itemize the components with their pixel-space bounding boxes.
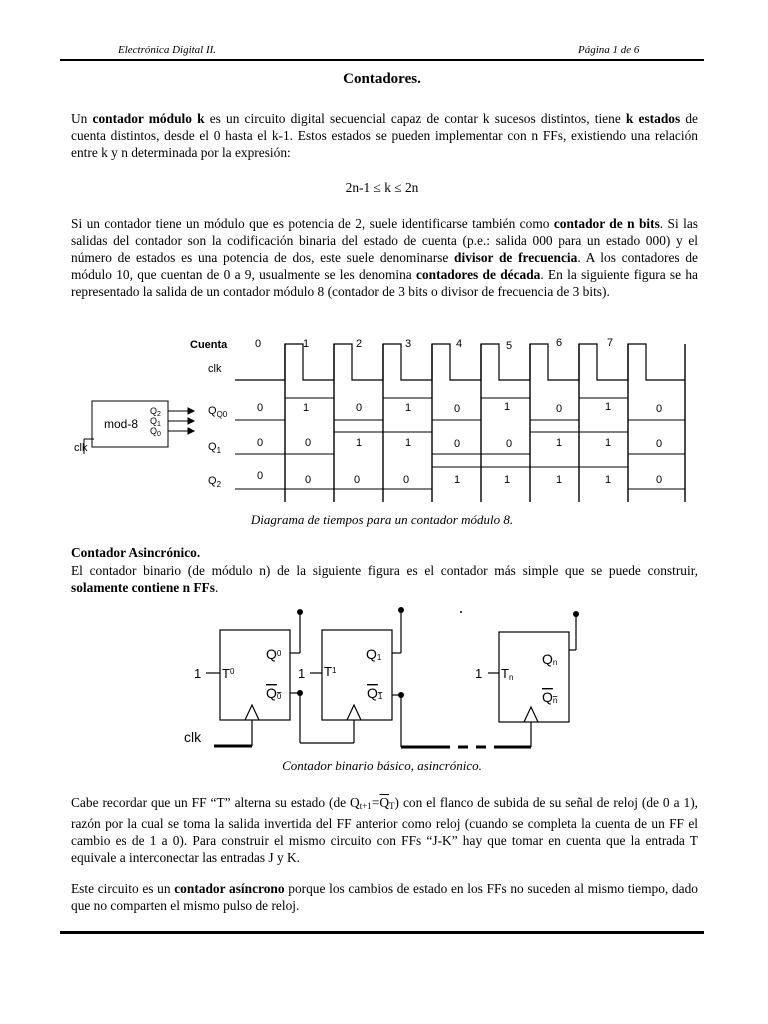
q0-values	[257, 401, 662, 415]
block-output-q0: $Q_2$	[150, 406, 161, 418]
section-heading: Contador Asincrónico.	[71, 545, 201, 560]
paragraph-async	[71, 562, 698, 596]
block-output-q2: $Q_0$	[150, 426, 161, 438]
count-label: 4	[456, 338, 463, 350]
text: ) con el flanco de subida de su señal de reloj (de 0 a 1), razón por la cual se toma la salida invertida del FF anterior como reloj (cuando se completa la cuenta de un FF el cambio es de 1 a 0). Para construir el mismo circuito con FFs “J-K” hay que tomar en cuenta que la entrada T equivale a interconectar las entradas J y K.	[71, 795, 698, 865]
text: Si un contador tiene un módulo que es potencia de 2, suele identificarse también como	[71, 216, 554, 231]
value-cell: 0	[356, 402, 363, 414]
q0-label: $Q_{Q0}$	[208, 405, 228, 419]
text: Un	[71, 111, 93, 126]
clk-input-label: clk	[184, 729, 202, 745]
q1-label: $Q_1$	[208, 441, 222, 455]
cuenta-label: Cuenta	[190, 339, 228, 351]
value-cell: 0	[454, 438, 461, 450]
count-label: 3	[405, 338, 412, 350]
input-one-0: 1	[194, 666, 202, 681]
count-label: 7	[607, 337, 614, 349]
value-cell: 1	[556, 474, 563, 486]
paragraph-async-explain	[71, 880, 698, 914]
value-cell: 1	[605, 474, 612, 486]
header-left: Electrónica Digital II.	[118, 44, 217, 56]
value-cell: 0	[403, 474, 410, 486]
bold-term: contadores de década	[416, 267, 541, 282]
subscript: T	[389, 801, 395, 811]
value-cell: 1	[454, 474, 461, 486]
text: . Si las salidas del contador son la codificación binaria del estado de cuenta (p.e.: salida 000 para un estado 000) y el número de estados es una potencia de dos, este suele denominarse	[71, 216, 698, 265]
timing-gridlines	[285, 344, 685, 502]
value-cell: 1	[605, 401, 612, 413]
input-one-n: 1	[475, 666, 483, 681]
header-right: Página 1 de 6	[578, 44, 640, 56]
value-cell: 1	[605, 437, 612, 449]
q1-bar-output: Q1	[367, 685, 383, 701]
text: porque los cambios de estado en los FFs no suceden al mismo tiempo, dado que no comparten el mismo pulso de reloj.	[71, 881, 698, 913]
input-one-1: 1	[298, 666, 306, 681]
q0-bar-output: Q0	[266, 685, 282, 701]
bold-term: contador módulo k	[92, 111, 205, 126]
value-cell: 1	[356, 437, 363, 449]
page-title: Contadores.	[343, 71, 421, 87]
caption-timing: Diagrama de tiempos para un contador módulo 8.	[250, 512, 514, 527]
value-cell: 0	[257, 402, 264, 414]
q2-label: $Q_2$	[208, 475, 222, 489]
value-cell: 0	[257, 470, 264, 482]
value-cell: 0	[354, 474, 361, 486]
flipflop-1	[322, 630, 392, 720]
bold-term: divisor de frecuencia	[454, 250, 578, 265]
count-label: 0	[255, 338, 262, 350]
value-cell: 0	[305, 474, 312, 486]
tn-label: Tn	[501, 666, 514, 682]
block-clk-label: clk	[74, 442, 88, 454]
q1-values	[257, 437, 662, 450]
count-label: 2	[356, 338, 363, 350]
text: Cabe recordar que un FF “T” alterna su estado (de Q	[71, 795, 360, 810]
formula: 2n-1 ≤ k ≤ 2n	[345, 180, 419, 195]
value-cell: 1	[504, 474, 511, 486]
text: de cuenta distintos, desde el 0 hasta el k-1. Estos estados se pueden implementar con n FFs, existiendo una relación entre k y n determinada por la expresión:	[71, 111, 698, 160]
bold-term: solamente contiene n FFs	[71, 580, 215, 595]
paragraph-intro	[71, 110, 698, 161]
value-cell: 1	[405, 437, 412, 449]
text: es un circuito digital secuencial capaz de contar k sucesos distintos, tiene	[204, 111, 626, 126]
timing-diagram	[60, 330, 720, 510]
value-cell: 1	[303, 402, 310, 414]
text: .	[214, 580, 219, 595]
text: . En la siguiente figura se ha representado la salida de un contador módulo 8 (contador de 3 bits o divisor de frecuencia de 3 bits).	[71, 267, 698, 299]
text: El contador binario (de módulo n) de la siguiente figura es el contador más simple que se puede construir,	[71, 563, 698, 578]
count-label: 5	[506, 340, 513, 352]
q2-values	[257, 470, 662, 486]
value-cell: 0	[454, 403, 461, 415]
value-cell: 0	[506, 438, 513, 450]
value-cell: 1	[504, 401, 511, 413]
value-cell: 0	[656, 438, 663, 450]
t1-label: $T^1$	[324, 664, 337, 679]
subscript: t+1	[359, 801, 372, 811]
block-label: mod-8	[104, 417, 139, 431]
qn-bar-output: Qn	[542, 689, 558, 705]
value-cell: 0	[257, 437, 264, 449]
count-label: 1	[303, 338, 310, 350]
bold-term: contador de n bits	[553, 216, 660, 231]
value-cell: 1	[405, 402, 412, 414]
value-cell: 0	[656, 474, 663, 486]
count-label: 6	[556, 337, 563, 349]
clk-row-label: clk	[208, 363, 222, 375]
paragraph-ff-t	[71, 794, 698, 866]
text: . A los contadores de módulo 10, que cuentan de 0 a 9, usualmente se les denomina	[71, 250, 698, 282]
q1-output: Q1	[366, 646, 382, 662]
text: =	[371, 795, 380, 810]
caption-circuit: Contador binario básico, asincrónico.	[282, 758, 482, 773]
value-cell: 0	[305, 437, 312, 449]
block-output-q1: $Q_1$	[150, 416, 161, 428]
value-cell: 1	[556, 437, 563, 449]
qn-output: Qn	[542, 651, 558, 667]
bold-term: k estados	[625, 111, 681, 126]
value-cell: 0	[656, 403, 663, 415]
t0-label: $T^0$	[222, 666, 235, 681]
text: Este circuito es un	[71, 881, 175, 896]
bold-term: contador asíncrono	[174, 881, 285, 896]
value-cell: 0	[556, 403, 563, 415]
paragraph-modulo	[71, 215, 698, 300]
async-counter-circuit	[170, 600, 620, 755]
footer-rule	[60, 931, 704, 934]
mod8-block	[74, 401, 194, 454]
q0-output: $Q^0$	[266, 646, 282, 662]
header-rule	[60, 59, 704, 61]
q-overline: $\overline{Q}$	[379, 795, 390, 810]
